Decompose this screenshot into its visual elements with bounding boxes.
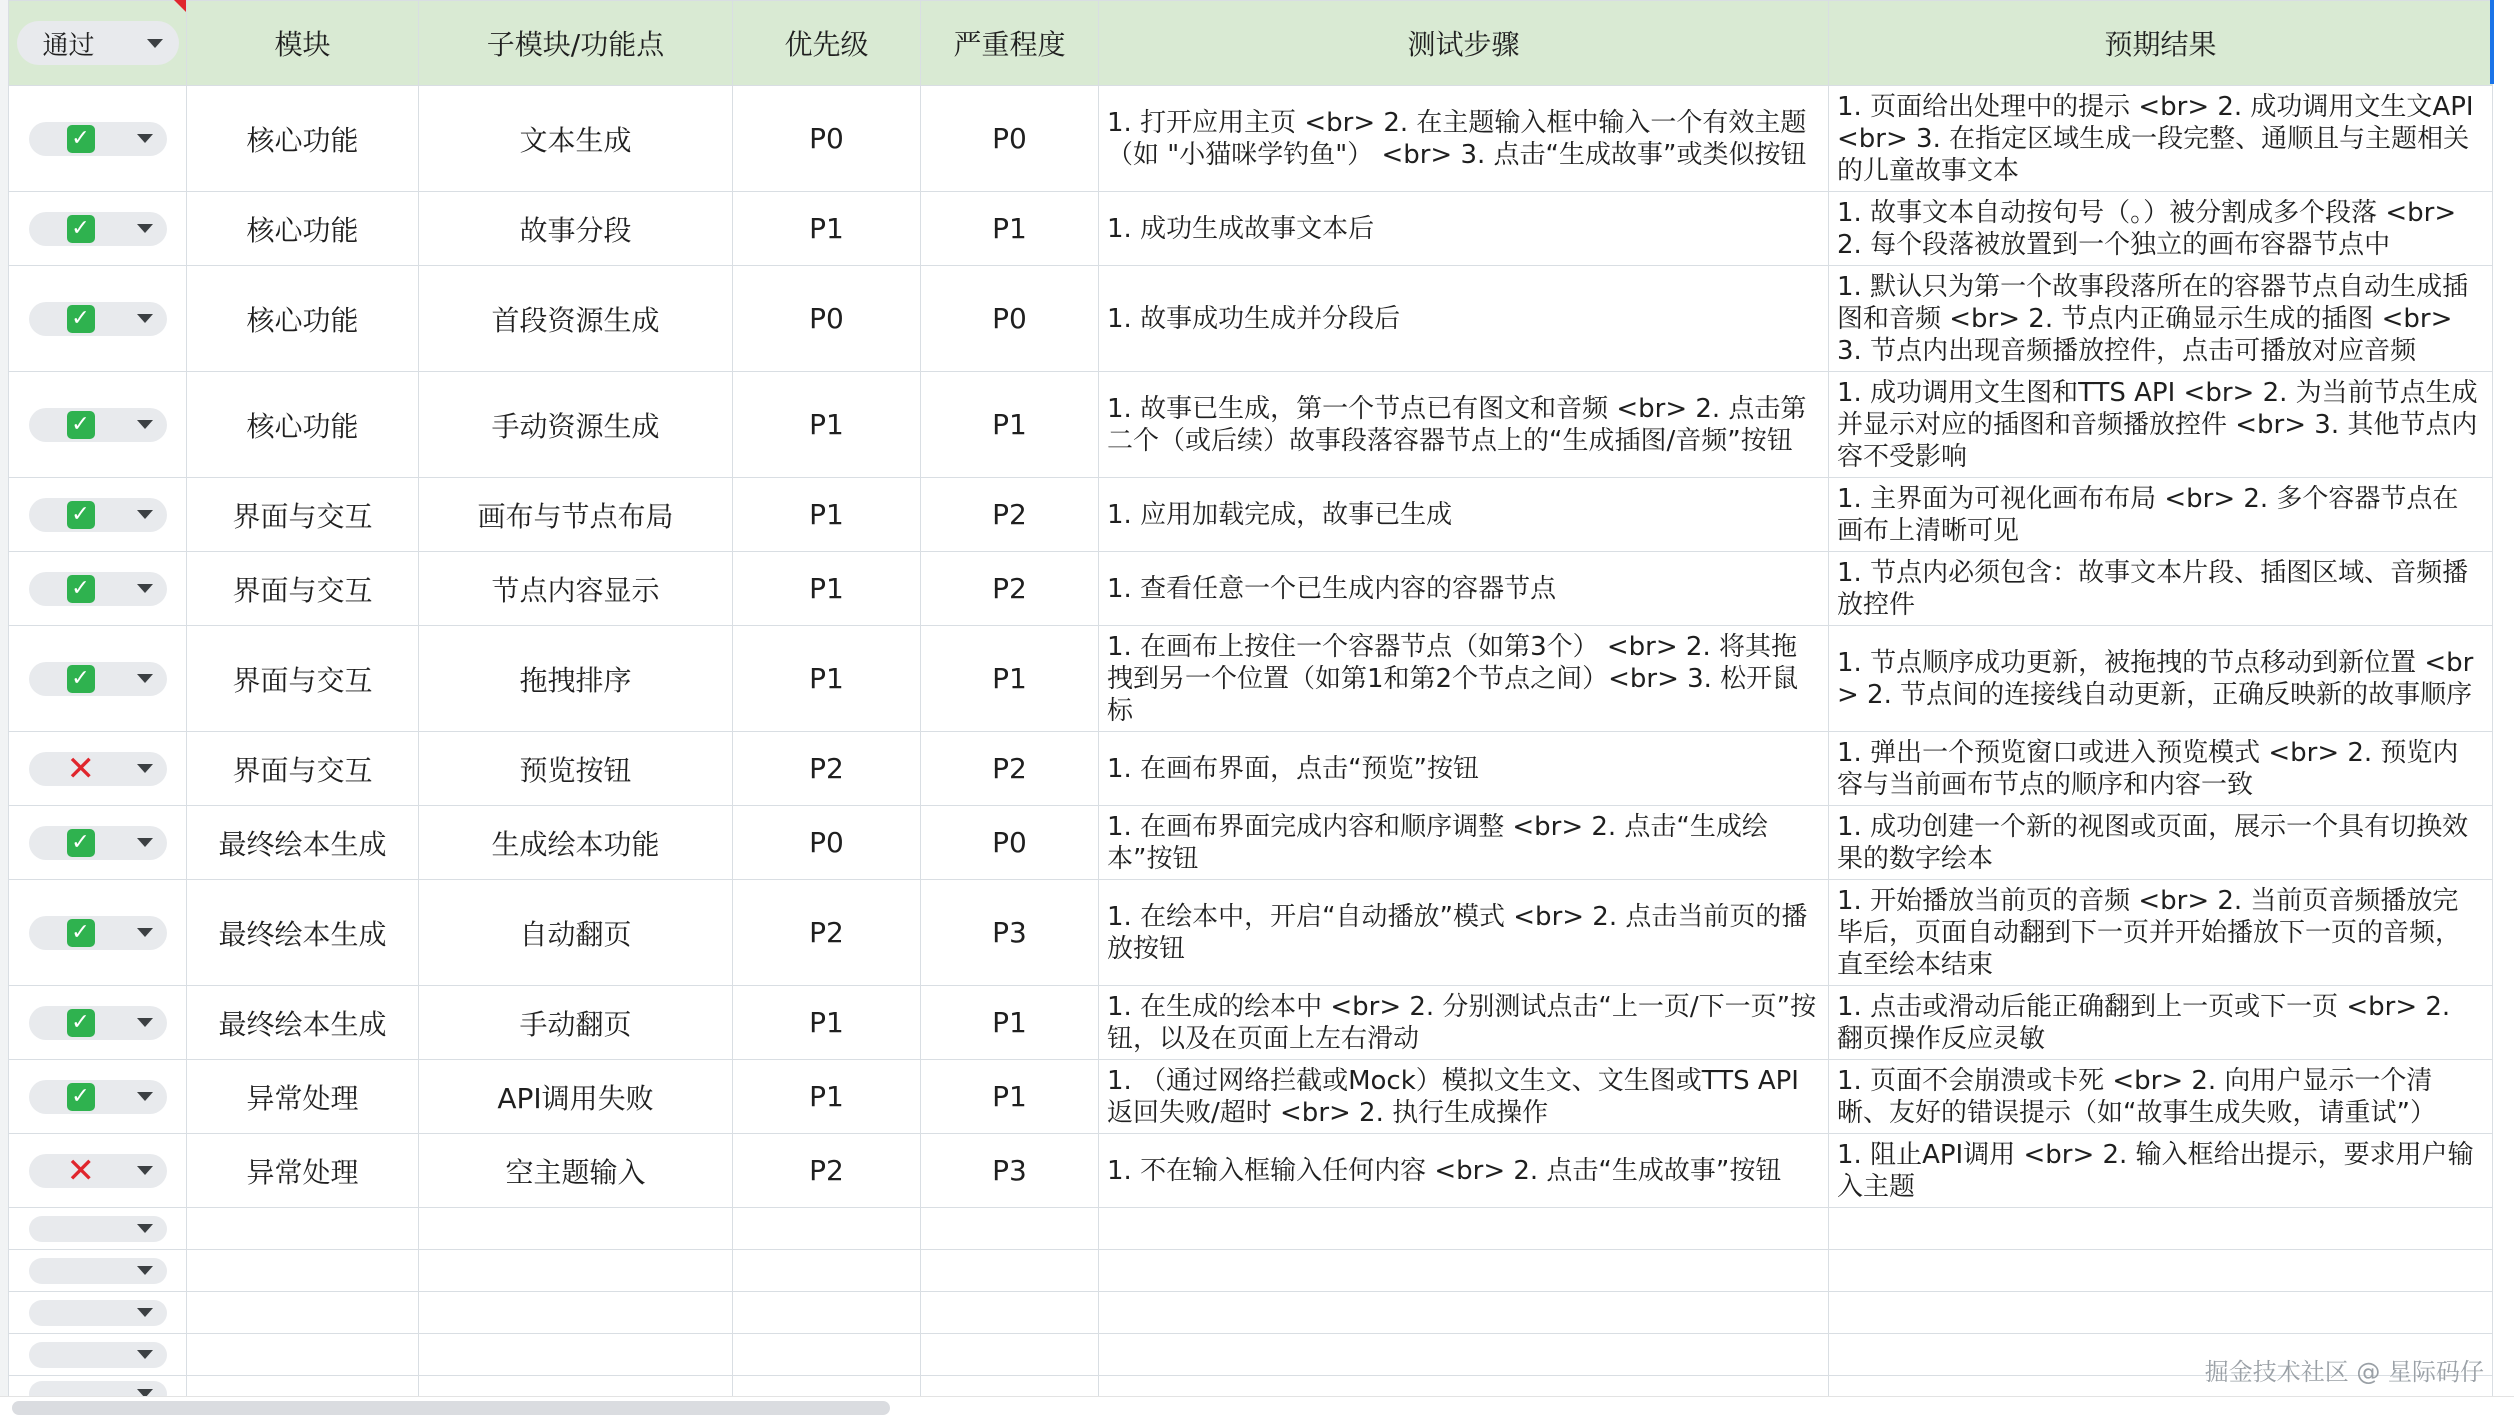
cell-expected[interactable]: 1. 成功调用文生图和TTS API <br> 2. 为当前节点生成并显示对应的插图和音频播放控件 <br> 3. 其他节点内容不受影响 bbox=[1829, 372, 2493, 478]
empty-row bbox=[9, 1292, 2493, 1334]
cell-severity[interactable]: P0 bbox=[921, 86, 1099, 192]
status-dropdown[interactable] bbox=[29, 662, 167, 696]
cell-feature[interactable]: API调用失败 bbox=[419, 1060, 733, 1134]
check-mark-icon: ✓ bbox=[67, 411, 95, 439]
status-cell[interactable] bbox=[9, 372, 187, 478]
cell-module[interactable]: 核心功能 bbox=[187, 372, 419, 478]
empty-cell[interactable] bbox=[1829, 1208, 2493, 1250]
empty-cell[interactable] bbox=[1829, 1250, 2493, 1292]
horizontal-scrollbar-thumb[interactable] bbox=[12, 1401, 890, 1415]
status-cell[interactable] bbox=[9, 1134, 187, 1208]
cell-expected[interactable]: 1. 阻止API调用 <br> 2. 输入框给出提示，要求用户输入主题 bbox=[1829, 1134, 2493, 1208]
cell-module[interactable]: 核心功能 bbox=[187, 192, 419, 266]
table-row bbox=[9, 1134, 2493, 1208]
selection-edge bbox=[2490, 0, 2494, 84]
status-dropdown[interactable] bbox=[29, 1080, 167, 1114]
status-dropdown[interactable] bbox=[29, 572, 167, 606]
cell-priority[interactable]: P1 bbox=[733, 552, 921, 626]
empty-cell[interactable] bbox=[419, 1208, 733, 1250]
cell-priority[interactable]: P1 bbox=[733, 372, 921, 478]
cell-severity[interactable]: P2 bbox=[921, 732, 1099, 806]
chevron-down-icon[interactable] bbox=[147, 39, 163, 48]
status-dropdown[interactable] bbox=[29, 302, 167, 336]
cell-expected[interactable]: 1. 成功创建一个新的视图或页面，展示一个具有切换效果的数字绘本 bbox=[1829, 806, 2493, 880]
empty-cell[interactable] bbox=[921, 1292, 1099, 1334]
status-filter-label: 通过 bbox=[42, 30, 95, 61]
cell-priority[interactable]: P2 bbox=[733, 732, 921, 806]
cell-steps[interactable]: 1. （通过网络拦截或Mock）模拟文生文、文生图或TTS API返回失败/超时 <br> 2. 执行生成操作 bbox=[1099, 1060, 1829, 1134]
empty-cell[interactable] bbox=[1829, 1292, 2493, 1334]
column-header-severity[interactable]: 严重程度 bbox=[921, 1, 1099, 86]
cell-feature[interactable]: 文本生成 bbox=[419, 86, 733, 192]
check-mark-icon: ✓ bbox=[67, 1083, 95, 1111]
chevron-down-icon[interactable] bbox=[137, 1166, 153, 1175]
empty-cell[interactable] bbox=[733, 1208, 921, 1250]
status-cell[interactable] bbox=[9, 478, 187, 552]
table-row bbox=[9, 478, 2493, 552]
cell-severity[interactable]: P1 bbox=[921, 192, 1099, 266]
table-row bbox=[9, 880, 2493, 986]
table-row bbox=[9, 626, 2493, 732]
cell-severity[interactable]: P2 bbox=[921, 478, 1099, 552]
cell-steps[interactable]: 1. 在生成的绘本中 <br> 2. 分别测试点击“上一页/下一页”按钮，以及在页面上左右滑动 bbox=[1099, 986, 1829, 1060]
cell-priority[interactable]: P1 bbox=[733, 626, 921, 732]
status-cell[interactable] bbox=[9, 1060, 187, 1134]
chevron-down-icon[interactable] bbox=[137, 1224, 153, 1233]
cell-steps[interactable]: 1. 故事已生成，第一个节点已有图文和音频 <br> 2. 点击第二个（或后续）故事段落容器节点上的“生成插图/音频”按钮 bbox=[1099, 372, 1829, 478]
comment-marker bbox=[174, 0, 186, 12]
empty-cell[interactable] bbox=[419, 1250, 733, 1292]
chevron-down-icon[interactable] bbox=[137, 510, 153, 519]
cell-severity[interactable]: P1 bbox=[921, 1060, 1099, 1134]
cell-steps[interactable]: 1. 成功生成故事文本后 bbox=[1099, 192, 1829, 266]
chevron-down-icon[interactable] bbox=[137, 1018, 153, 1027]
status-cell[interactable] bbox=[9, 880, 187, 986]
cell-expected[interactable]: 1. 节点内必须包含：故事文本片段、插图区域、音频播放控件 bbox=[1829, 552, 2493, 626]
cell-module[interactable]: 核心功能 bbox=[187, 86, 419, 192]
status-cell[interactable] bbox=[9, 86, 187, 192]
empty-cell[interactable] bbox=[1099, 1208, 1829, 1250]
status-dropdown[interactable] bbox=[29, 1216, 167, 1242]
cell-feature[interactable]: 画布与节点布局 bbox=[419, 478, 733, 552]
status-dropdown[interactable] bbox=[29, 748, 167, 789]
status-dropdown[interactable] bbox=[29, 498, 167, 532]
cross-mark-icon: ✕ bbox=[66, 748, 95, 789]
check-mark-icon: ✓ bbox=[67, 919, 95, 947]
column-header-feature[interactable]: 子模块/功能点 bbox=[419, 1, 733, 86]
cell-module[interactable]: 最终绘本生成 bbox=[187, 880, 419, 986]
status-cell[interactable] bbox=[9, 806, 187, 880]
cell-severity[interactable]: P3 bbox=[921, 880, 1099, 986]
status-cell[interactable] bbox=[9, 1334, 187, 1376]
table-row bbox=[9, 1060, 2493, 1134]
cell-steps[interactable]: 1. 在画布界面完成内容和顺序调整 <br> 2. 点击“生成绘本”按钮 bbox=[1099, 806, 1829, 880]
cell-expected[interactable]: 1. 点击或滑动后能正确翻到上一页或下一页 <br> 2. 翻页操作反应灵敏 bbox=[1829, 986, 2493, 1060]
cell-module[interactable]: 异常处理 bbox=[187, 1060, 419, 1134]
column-header-steps[interactable]: 测试步骤 bbox=[1099, 1, 1829, 86]
cell-priority[interactable]: P0 bbox=[733, 266, 921, 372]
empty-row bbox=[9, 1250, 2493, 1292]
cell-feature[interactable]: 自动翻页 bbox=[419, 880, 733, 986]
status-dropdown[interactable] bbox=[29, 122, 167, 156]
cell-priority[interactable]: P1 bbox=[733, 478, 921, 552]
empty-cell[interactable] bbox=[733, 1292, 921, 1334]
test-case-table bbox=[8, 0, 2493, 1412]
cell-steps[interactable]: 1. 不在输入框输入任何内容 <br> 2. 点击“生成故事”按钮 bbox=[1099, 1134, 1829, 1208]
cell-severity[interactable]: P1 bbox=[921, 626, 1099, 732]
check-mark-icon: ✓ bbox=[67, 665, 95, 693]
cell-module[interactable]: 最终绘本生成 bbox=[187, 806, 419, 880]
table-row bbox=[9, 806, 2493, 880]
column-header-expected[interactable]: 预期结果 bbox=[1829, 1, 2493, 86]
cell-module[interactable]: 异常处理 bbox=[187, 1134, 419, 1208]
chevron-down-icon[interactable] bbox=[137, 1308, 153, 1317]
empty-cell[interactable] bbox=[921, 1334, 1099, 1376]
chevron-down-icon[interactable] bbox=[137, 584, 153, 593]
status-cell[interactable] bbox=[9, 1250, 187, 1292]
cell-expected[interactable]: 1. 页面不会崩溃或卡死 <br> 2. 向用户显示一个清晰、友好的错误提示（如“故事生成失败，请重试”） bbox=[1829, 1060, 2493, 1134]
status-dropdown[interactable] bbox=[29, 916, 167, 950]
table-row bbox=[9, 266, 2493, 372]
status-filter-header[interactable] bbox=[9, 1, 187, 86]
column-header-priority[interactable]: 优先级 bbox=[733, 1, 921, 86]
status-cell[interactable] bbox=[9, 1292, 187, 1334]
cell-priority[interactable]: P1 bbox=[733, 1060, 921, 1134]
status-cell[interactable] bbox=[9, 626, 187, 732]
status-cell[interactable] bbox=[9, 1208, 187, 1250]
cell-expected[interactable]: 1. 主界面为可视化画布布局 <br> 2. 多个容器节点在画布上清晰可见 bbox=[1829, 478, 2493, 552]
empty-cell[interactable] bbox=[187, 1250, 419, 1292]
status-dropdown[interactable] bbox=[29, 408, 167, 442]
cell-expected[interactable]: 1. 弹出一个预览窗口或进入预览模式 <br> 2. 预览内容与当前画布节点的顺序和内容一致 bbox=[1829, 732, 2493, 806]
check-mark-icon: ✓ bbox=[67, 215, 95, 243]
empty-cell[interactable] bbox=[733, 1250, 921, 1292]
cell-expected[interactable]: 1. 页面给出处理中的提示 <br> 2. 成功调用文生文API <br> 3. 在指定区域生成一段完整、通顺且与主题相关的儿童故事文本 bbox=[1829, 86, 2493, 192]
table-row bbox=[9, 986, 2493, 1060]
status-dropdown[interactable] bbox=[29, 1006, 167, 1040]
cell-severity[interactable]: P1 bbox=[921, 372, 1099, 478]
status-dropdown[interactable] bbox=[29, 212, 167, 246]
cell-feature[interactable]: 拖拽排序 bbox=[419, 626, 733, 732]
check-mark-icon: ✓ bbox=[67, 125, 95, 153]
chevron-down-icon[interactable] bbox=[137, 764, 153, 773]
column-header-module[interactable]: 模块 bbox=[187, 1, 419, 86]
table-body bbox=[9, 86, 2493, 1412]
cell-feature[interactable]: 手动翻页 bbox=[419, 986, 733, 1060]
cell-expected[interactable]: 1. 节点顺序成功更新，被拖拽的节点移动到新位置 <br> 2. 节点间的连接线自动更新，正确反映新的故事顺序 bbox=[1829, 626, 2493, 732]
empty-cell[interactable] bbox=[419, 1292, 733, 1334]
header-row bbox=[9, 1, 2493, 86]
chevron-down-icon[interactable] bbox=[137, 224, 153, 233]
cell-feature[interactable]: 生成绘本功能 bbox=[419, 806, 733, 880]
status-filter-chip[interactable] bbox=[17, 21, 179, 65]
check-mark-icon: ✓ bbox=[67, 501, 95, 529]
status-cell[interactable] bbox=[9, 192, 187, 266]
status-dropdown[interactable] bbox=[29, 1258, 167, 1284]
chevron-down-icon[interactable] bbox=[137, 838, 153, 847]
cell-priority[interactable]: P2 bbox=[733, 880, 921, 986]
cross-mark-icon: ✕ bbox=[66, 1150, 95, 1191]
status-cell[interactable] bbox=[9, 732, 187, 806]
cell-expected[interactable]: 1. 故事文本自动按句号（。）被分割成多个段落 <br> 2. 每个段落被放置到一个独立的画布容器节点中 bbox=[1829, 192, 2493, 266]
cell-feature[interactable]: 故事分段 bbox=[419, 192, 733, 266]
empty-cell[interactable] bbox=[187, 1208, 419, 1250]
cell-feature[interactable]: 手动资源生成 bbox=[419, 372, 733, 478]
check-mark-icon: ✓ bbox=[67, 829, 95, 857]
cell-module[interactable]: 界面与交互 bbox=[187, 478, 419, 552]
cell-steps[interactable]: 1. 打开应用主页 <br> 2. 在主题输入框中输入一个有效主题（如 "小猫咪学钓鱼"） <br> 3. 点击“生成故事”或类似按钮 bbox=[1099, 86, 1829, 192]
cell-steps[interactable]: 1. 查看任意一个已生成内容的容器节点 bbox=[1099, 552, 1829, 626]
empty-cell[interactable] bbox=[921, 1208, 1099, 1250]
cell-module[interactable]: 界面与交互 bbox=[187, 626, 419, 732]
empty-cell[interactable] bbox=[1099, 1250, 1829, 1292]
status-cell[interactable] bbox=[9, 552, 187, 626]
cell-module[interactable]: 核心功能 bbox=[187, 266, 419, 372]
cell-steps[interactable]: 1. 在画布界面，点击“预览”按钮 bbox=[1099, 732, 1829, 806]
empty-cell[interactable] bbox=[1099, 1292, 1829, 1334]
empty-cell[interactable] bbox=[921, 1250, 1099, 1292]
chevron-down-icon[interactable] bbox=[137, 314, 153, 323]
cell-priority[interactable]: P0 bbox=[733, 806, 921, 880]
status-dropdown[interactable] bbox=[29, 1300, 167, 1326]
chevron-down-icon[interactable] bbox=[137, 1350, 153, 1359]
cell-priority[interactable]: P1 bbox=[733, 986, 921, 1060]
cell-steps[interactable]: 1. 故事成功生成并分段后 bbox=[1099, 266, 1829, 372]
cell-expected[interactable]: 1. 开始播放当前页的音频 <br> 2. 当前页音频播放完毕后，页面自动翻到下一页并开始播放下一页的音频，直至绘本结束 bbox=[1829, 880, 2493, 986]
empty-row bbox=[9, 1334, 2493, 1376]
check-mark-icon: ✓ bbox=[67, 305, 95, 333]
cell-feature[interactable]: 空主题输入 bbox=[419, 1134, 733, 1208]
table-row bbox=[9, 192, 2493, 266]
cell-module[interactable]: 最终绘本生成 bbox=[187, 986, 419, 1060]
check-mark-icon: ✓ bbox=[67, 1009, 95, 1037]
status-cell[interactable] bbox=[9, 986, 187, 1060]
table-row bbox=[9, 86, 2493, 192]
empty-cell[interactable] bbox=[187, 1292, 419, 1334]
cell-steps[interactable]: 1. 在画布上按住一个容器节点（如第3个） <br> 2. 将其拖拽到另一个位置（如第1和第2个节点之间）<br> 3. 松开鼠标 bbox=[1099, 626, 1829, 732]
cell-severity[interactable]: P2 bbox=[921, 552, 1099, 626]
table-row bbox=[9, 372, 2493, 478]
status-dropdown[interactable] bbox=[29, 826, 167, 860]
empty-cell[interactable] bbox=[1099, 1334, 1829, 1376]
cell-priority[interactable]: P1 bbox=[733, 192, 921, 266]
table-row bbox=[9, 732, 2493, 806]
watermark: 掘金技术社区 @ 星际码仔 bbox=[2204, 1358, 2484, 1386]
chevron-down-icon[interactable] bbox=[137, 134, 153, 143]
cell-severity[interactable]: P3 bbox=[921, 1134, 1099, 1208]
cell-severity[interactable]: P0 bbox=[921, 806, 1099, 880]
chevron-down-icon[interactable] bbox=[137, 1092, 153, 1101]
cell-priority[interactable]: P0 bbox=[733, 86, 921, 192]
empty-cell[interactable] bbox=[419, 1334, 733, 1376]
cell-module[interactable]: 界面与交互 bbox=[187, 552, 419, 626]
chevron-down-icon[interactable] bbox=[137, 420, 153, 429]
chevron-down-icon[interactable] bbox=[137, 1266, 153, 1275]
cell-feature[interactable]: 节点内容显示 bbox=[419, 552, 733, 626]
cell-module[interactable]: 界面与交互 bbox=[187, 732, 419, 806]
table-row bbox=[9, 552, 2493, 626]
cell-severity[interactable]: P0 bbox=[921, 266, 1099, 372]
status-dropdown[interactable] bbox=[29, 1342, 167, 1368]
chevron-down-icon[interactable] bbox=[137, 674, 153, 683]
empty-row bbox=[9, 1208, 2493, 1250]
chevron-down-icon[interactable] bbox=[137, 928, 153, 937]
cell-severity[interactable]: P1 bbox=[921, 986, 1099, 1060]
empty-cell[interactable] bbox=[733, 1334, 921, 1376]
cell-feature[interactable]: 预览按钮 bbox=[419, 732, 733, 806]
status-dropdown[interactable] bbox=[29, 1150, 167, 1191]
cell-priority[interactable]: P2 bbox=[733, 1134, 921, 1208]
cell-steps[interactable]: 1. 应用加载完成，故事已生成 bbox=[1099, 478, 1829, 552]
cell-feature[interactable]: 首段资源生成 bbox=[419, 266, 733, 372]
empty-cell[interactable] bbox=[187, 1334, 419, 1376]
check-mark-icon: ✓ bbox=[67, 575, 95, 603]
cell-expected[interactable]: 1. 默认只为第一个故事段落所在的容器节点自动生成插图和音频 <br> 2. 节点内正确显示生成的插图 <br> 3. 节点内出现音频播放控件，点击可播放对应音频 bbox=[1829, 266, 2493, 372]
status-cell[interactable] bbox=[9, 266, 187, 372]
cell-steps[interactable]: 1. 在绘本中，开启“自动播放”模式 <br> 2. 点击当前页的播放按钮 bbox=[1099, 880, 1829, 986]
